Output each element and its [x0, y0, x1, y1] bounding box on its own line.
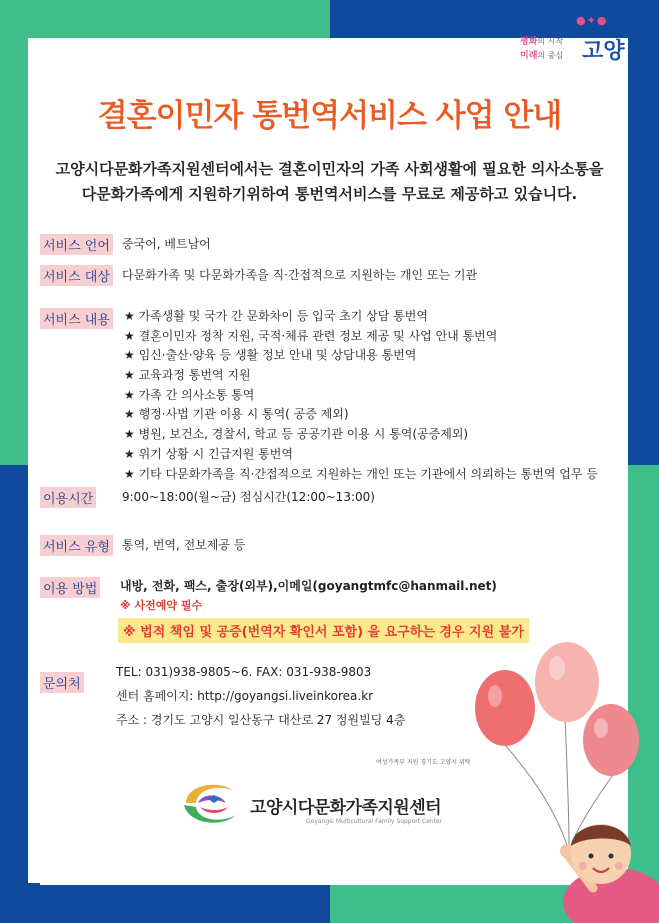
- usage-time-value: 9:00~18:00(월~금) 점심시간(12:00~13:00): [122, 490, 375, 504]
- list-item: ★ 교육과정 통번역 지원: [124, 366, 598, 386]
- logo-brand: 고양: [582, 39, 625, 64]
- goyang-city-logo: [520, 14, 625, 70]
- list-item: ★ 병원, 보건소, 경찰서, 학교 등 공공기관 이용 시 통역(공증제외): [124, 425, 598, 445]
- service-language-label: 서비스 언어: [40, 234, 113, 255]
- service-content-label: 서비스 내용: [40, 308, 113, 329]
- list-item: ★ 임신·출산·양육 등 생활 정보 안내 및 상담내용 통번역: [124, 346, 598, 366]
- frame-navy-bottom-left: [0, 885, 330, 923]
- service-content-list: [124, 307, 598, 484]
- page-title: 결혼이민자 통번역서비스 사업 안내: [97, 98, 562, 134]
- center-emblem-icon: [178, 777, 242, 829]
- center-logo: [178, 755, 508, 835]
- people-icon: ●✦●: [576, 14, 608, 27]
- inquiry-tel: TEL: 031)938-9805~6. FAX: 031-938-9803: [116, 665, 372, 679]
- intro-line-2: 다문화가족에게 지원하기위하여 통번역서비스를 무료로 제공하고 있습니다.: [81, 185, 578, 203]
- balloon-coral: [583, 704, 639, 776]
- service-language-value: 중국어, 베트남어: [122, 237, 211, 251]
- center-name-english: Goyangsi Multicultural Family Support Center: [306, 818, 443, 825]
- list-item: ★ 결혼이민자 정착 지원, 국적·체류 관련 정보 제공 및 사업 안내 통번역: [124, 327, 598, 347]
- inquiry-address: 주소 : 경기도 고양시 일산동구 대산로 27 정원빌딩 4층: [116, 713, 406, 727]
- list-item: ★ 기타 다문화가족을 직·간접적으로 지원하는 개인 또는 기관에서 의뢰하는 통번역 업무 등: [124, 465, 598, 485]
- balloon-highlight: [488, 685, 502, 707]
- logo-slogan-2: 미래의 중심: [520, 51, 564, 61]
- logo-slogan-1: 평화의 시작: [520, 37, 564, 47]
- child-figure: [560, 824, 659, 923]
- usage-time-label: 이용시간: [40, 487, 96, 508]
- list-item: ★ 가족 간 의사소통 통역: [124, 386, 598, 406]
- service-type-value: 통역, 번역, 전보제공 등: [122, 538, 246, 552]
- usage-method-label: 이용 방법: [40, 577, 100, 598]
- service-target-label: 서비스 대상: [40, 265, 113, 286]
- balloon-highlight: [594, 718, 608, 738]
- usage-method-value: 내방, 전화, 팩스, 출장(외부),이메일(goyangtmfc@hanmail.net): [120, 579, 497, 593]
- balloon-pink: [535, 642, 599, 722]
- sponsor-text: 여성가족부 지원 경기도 고양시 위탁: [376, 759, 471, 766]
- inquiry-details: [116, 660, 405, 732]
- frame-green-top-left: [0, 0, 330, 40]
- reservation-note: ※ 사전예약 필수: [120, 599, 203, 612]
- balloon-red: [475, 670, 535, 746]
- balloon-highlight: [549, 656, 565, 680]
- usage-method-details: [120, 577, 497, 613]
- list-item: ★ 행정·사법 기관 이용 시 통역( 공증 제외): [124, 405, 598, 425]
- inquiry-label: 문의처: [40, 672, 84, 693]
- list-item: ★ 가족생활 및 국가 간 문화차이 등 입국 초기 상담 통번역: [124, 307, 598, 327]
- service-type-label: 서비스 유형: [40, 535, 113, 556]
- intro-line-1: 고양시다문화가족지원센터에서는 결혼이민자의 가족 사회생활에 필요한 의사소통을: [55, 160, 604, 178]
- center-name: 고양시다문화가족지원센터: [250, 798, 442, 818]
- list-item: ★ 위기 상황 시 긴급지원 통번역: [124, 445, 598, 465]
- service-target-value: 다문화가족 및 다문화가족을 직·간접적으로 지원하는 개인 또는 기관: [122, 268, 478, 282]
- balloon-child-illustration: [475, 640, 659, 923]
- intro-text: [40, 157, 619, 207]
- inquiry-homepage: 센터 홈페이지: http://goyangsi.liveinkorea.kr: [116, 689, 374, 703]
- legal-warning: ※ 법적 책임 및 공증(번역자 확인서 포함) 을 요구하는 경우 지원 불가: [118, 618, 529, 643]
